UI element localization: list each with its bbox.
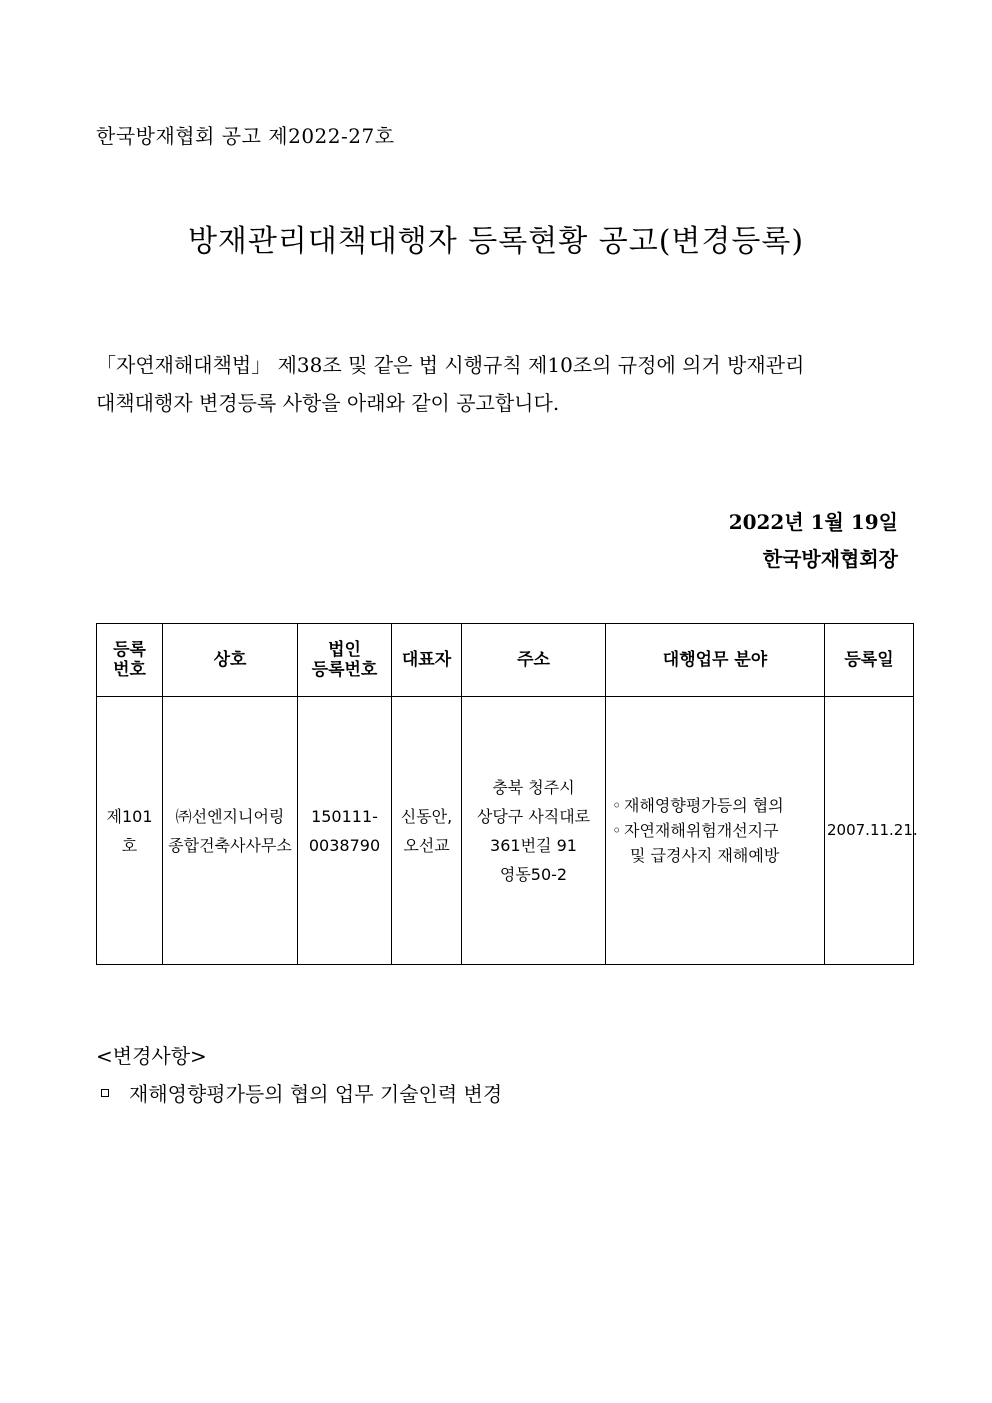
- notice-body: [96, 346, 898, 422]
- changes-item-text: 재해영향평가등의 협의 업무 기술인력 변경: [129, 1082, 503, 1106]
- notice-date: 2022년 1월 19일: [728, 510, 898, 534]
- notice-body-line-1: 「자연재해대책법」 제38조 및 같은 법 시행규칙 제10조의 규정에 의거 방재관리: [96, 353, 805, 377]
- header-address: 주소: [462, 624, 606, 697]
- header-company: 상호: [163, 624, 298, 697]
- cell-address: 충북 청주시 상당구 사직대로 361번길 91 영동50-2: [462, 697, 606, 965]
- bullet-icon: ◦: [612, 796, 622, 815]
- cell-representative: 신동안, 오선교: [392, 697, 462, 965]
- cell-reg-no: 제101호: [97, 697, 163, 965]
- changes-item: [96, 1078, 502, 1107]
- bullet-icon: ◦: [612, 821, 622, 840]
- header-corp-no: 법인 등록번호: [298, 624, 392, 697]
- cell-task: [606, 697, 825, 965]
- changes-heading: <변경사항>: [96, 1044, 207, 1068]
- cell-reg-date: 2007.11.21.: [825, 697, 914, 965]
- task-item-2: ◦ 자연재해위험개선지구 및 급경사지 재해예방: [612, 818, 822, 868]
- cell-corp-no: 150111- 0038790: [298, 697, 392, 965]
- table-header-row: [97, 624, 914, 697]
- table-row: [97, 697, 914, 965]
- registration-table: [96, 623, 918, 965]
- document-title: 방재관리대책대행자 등록현황 공고(변경등록): [187, 224, 805, 259]
- notice-number: 한국방재협회 공고 제2022-27호: [96, 124, 395, 148]
- header-representative: 대표자: [392, 624, 462, 697]
- header-reg-date: 등록일: [825, 624, 914, 697]
- header-reg-no: 등록 번호: [97, 624, 163, 697]
- square-bullet-icon: [101, 1089, 109, 1097]
- header-task: 대행업무 분야: [606, 624, 825, 697]
- issuer-name: 한국방재협회장: [762, 547, 898, 571]
- task-item-1: ◦ 재해영향평가등의 협의: [612, 793, 822, 818]
- cell-company: ㈜선엔지니어링 종합건축사사무소: [163, 697, 298, 965]
- notice-body-line-2: 대책대행자 변경등록 사항을 아래와 같이 공고합니다.: [96, 391, 560, 415]
